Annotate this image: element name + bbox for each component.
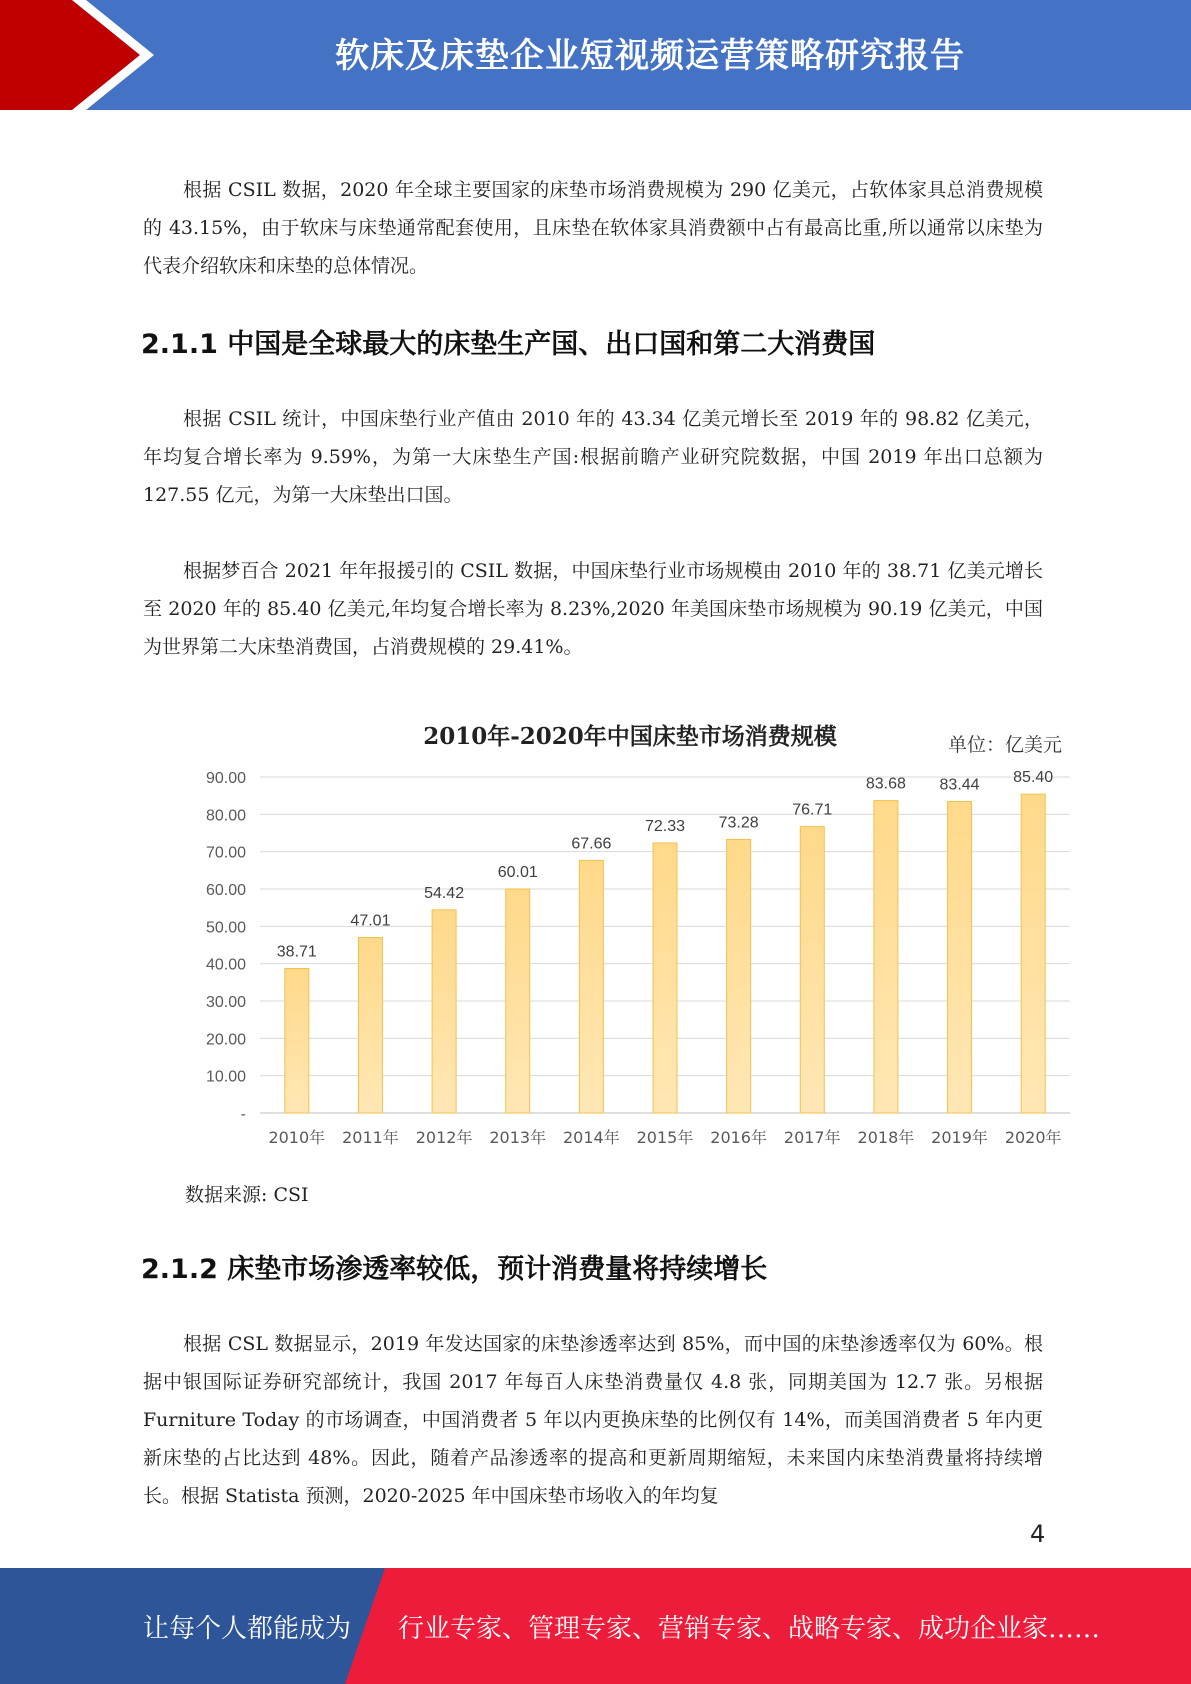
bar — [874, 801, 898, 1113]
footer-slogan-left: 让每个人都能成为 — [143, 1614, 352, 1644]
x-tick-label: 2014年 — [562, 1128, 620, 1147]
paragraph-production: 根据 CSIL 统计，中国床垫行业产值由 2010 年的 43.34 亿美元增长至 2019 年的 98.82 亿美元，年均复合增长率为 9.59%，为第一大床垫生产国:根据前瞻产业研究院数据，中国 2019 年出口总额为 127.55 亿元，为第一大床垫出口国。 — [143, 408, 1043, 506]
y-tick-label: 20.00 — [205, 1031, 246, 1049]
y-tick-label: 50.00 — [205, 919, 246, 937]
y-tick-label: 80.00 — [205, 807, 246, 825]
paragraph-consumption: 根据梦百合 2021 年年报援引的 CSIL 数据，中国床垫行业市场规模由 2010 年的 38.71 亿美元增长至 2020 年的 85.40 亿美元,年均复合增长率为 8.23%,2020 年美国床垫市场规模为 90.19 亿美元，中国为世界第二大床垫消费国，占消费规模的 29.41%。 — [143, 560, 1043, 658]
bar — [653, 843, 677, 1113]
data-label: 73.28 — [718, 814, 759, 832]
data-label: 83.68 — [865, 775, 906, 793]
y-tick-label: 60.00 — [205, 882, 246, 899]
data-label: 38.71 — [276, 943, 317, 961]
y-tick-label: 70.00 — [205, 844, 246, 862]
x-tick-label: 2017年 — [783, 1128, 841, 1147]
bar-chart — [170, 760, 1090, 1160]
y-tick-label: 40.00 — [205, 956, 246, 974]
bar — [800, 827, 824, 1113]
y-tick-label: 30.00 — [205, 994, 246, 1011]
x-tick-label: 2012年 — [415, 1128, 473, 1147]
y-tick-label: 90.00 — [205, 770, 246, 787]
data-label: 85.40 — [1013, 769, 1054, 787]
page-number: 4 — [1030, 1520, 1046, 1548]
data-label: 54.42 — [424, 884, 465, 902]
page-footer — [0, 1568, 1191, 1684]
chart-unit-label: 单位：亿美元 — [948, 734, 1063, 756]
bar — [579, 860, 603, 1113]
footer-slogan-right: 行业专家、管理专家、营销专家、战略专家、成功企业家…… — [398, 1614, 1101, 1644]
y-tick-label: 10.00 — [205, 1068, 246, 1086]
bar — [948, 801, 972, 1113]
x-tick-label: 2013年 — [489, 1128, 547, 1147]
chart-title: 2010年-2020年中国床垫市场消费规模 — [423, 723, 837, 750]
data-label: 47.01 — [350, 912, 391, 930]
paragraph-penetration: 根据 CSL 数据显示，2019 年发达国家的床垫渗透率达到 85%，而中国的床垫渗透率仅为 60%。根据中银国际证券研究部统计，我国 2017 年每百人床垫消费量仅 4.8 张，同期美国为 12.7 张。另根据 Furniture Today 的市场调查，中国消费者 5 年以内更换床垫的比例仅有 14%，而美国消费者 5 年内更新床垫的占比达到 48%。因此，随着产品渗透率的提高和更新周期缩短，未来国内床垫消费量将持续增长。根据 Statista 预测，2020-2025 年中国床垫市场收入的年均复 — [143, 1333, 1043, 1507]
page-header — [0, 0, 1191, 110]
data-label: 67.66 — [571, 835, 612, 853]
bar — [727, 839, 751, 1113]
data-label: 83.44 — [939, 776, 980, 794]
bar — [506, 889, 530, 1113]
y-tick-label: - — [240, 1106, 246, 1123]
bar — [285, 968, 309, 1113]
section-heading-2-1-1: 2.1.1 中国是全球最大的床垫生产国、出口国和第二大消费国 — [141, 329, 876, 360]
x-tick-label: 2019年 — [931, 1128, 988, 1147]
x-tick-label: 2010年 — [268, 1128, 326, 1147]
data-label: 60.01 — [497, 863, 538, 881]
data-label: 72.33 — [644, 817, 686, 835]
report-title: 软床及床垫企业短视频运营策略研究报告 — [335, 36, 965, 76]
x-tick-label: 2016年 — [710, 1128, 768, 1147]
x-tick-label: 2015年 — [636, 1128, 694, 1147]
bar — [432, 910, 456, 1113]
data-label: 76.71 — [792, 801, 833, 819]
x-tick-label: 2018年 — [857, 1128, 915, 1147]
data-source-note: 数据来源: CSI — [185, 1184, 309, 1206]
bar — [358, 937, 382, 1113]
x-tick-label: 2011年 — [342, 1128, 399, 1147]
section-heading-2-1-2: 2.1.2 床垫市场渗透率较低，预计消费量将持续增长 — [141, 1254, 768, 1285]
bar — [1021, 794, 1045, 1113]
paragraph-intro: 根据 CSIL 数据，2020 年全球主要国家的床垫市场消费规模为 290 亿美元，占软体家具总消费规模的 43.15%，由于软床与床垫通常配套使用，且床垫在软体家具消费额中占有最高比重,所以通常以床垫为代表介绍软床和床垫的总体情况。 — [143, 179, 1043, 277]
x-tick-label: 2020年 — [1004, 1128, 1062, 1147]
